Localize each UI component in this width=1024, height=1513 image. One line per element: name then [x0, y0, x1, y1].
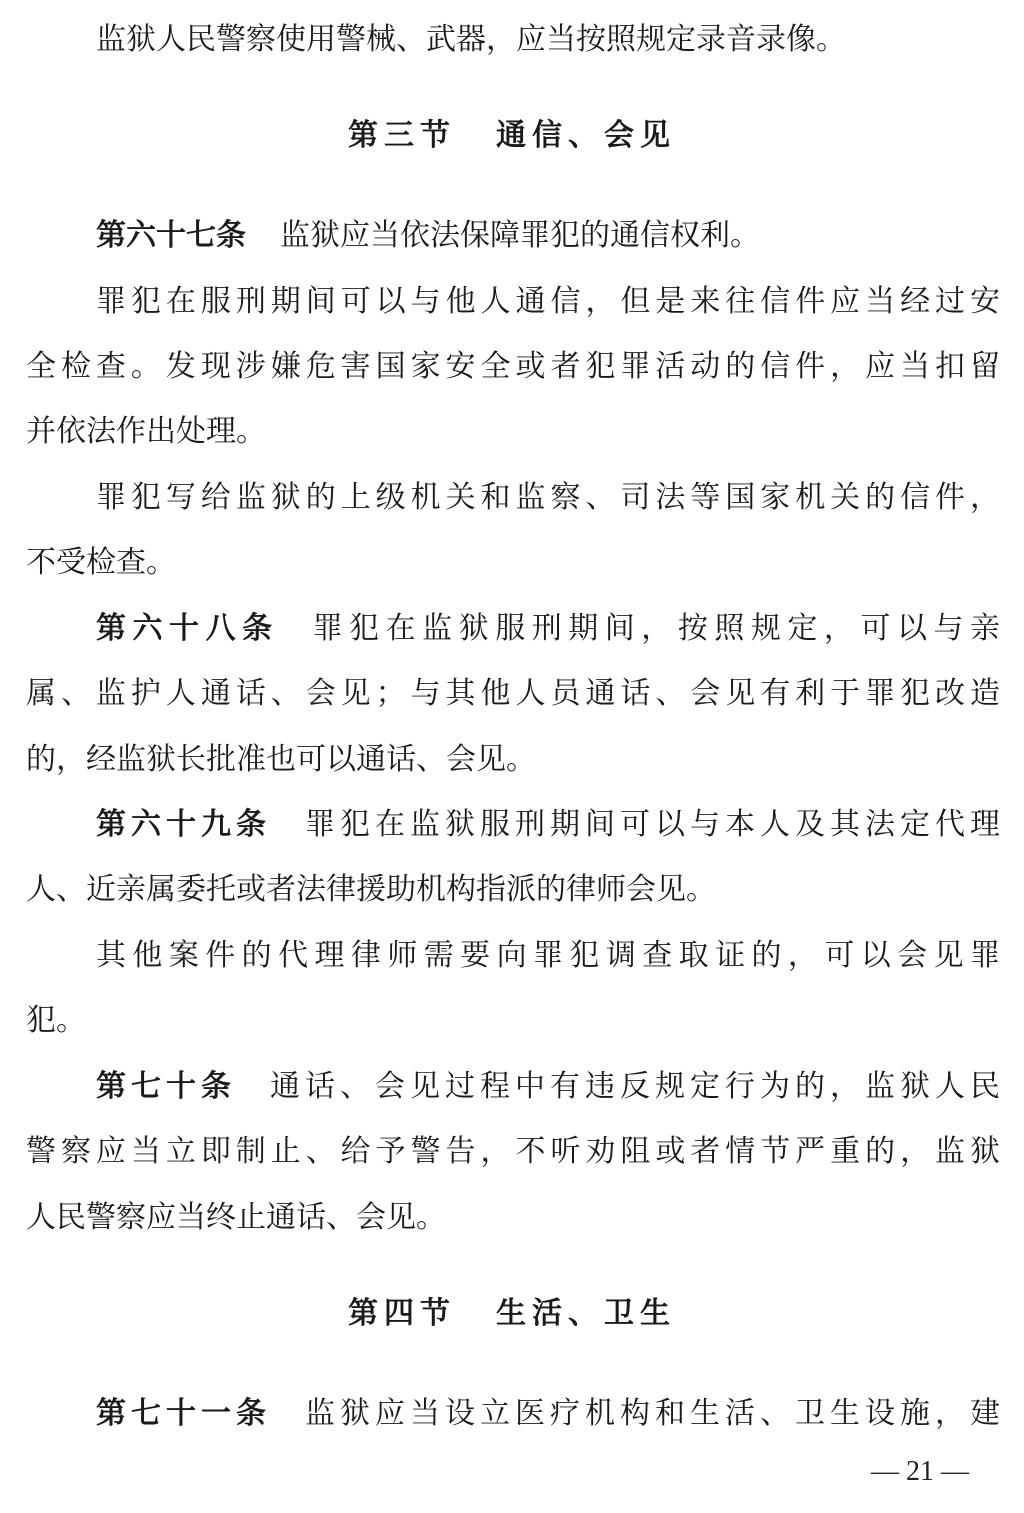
article-number: 第六十七条 [96, 218, 246, 253]
section-heading [0, 1290, 1024, 1338]
text-line: 人、近亲属委托或者法律援助机构指派的律师会见。 [26, 872, 716, 907]
article-paragraph [96, 801, 1000, 849]
article-number: 第七十条 [96, 1069, 236, 1104]
section-label: 第三节 [348, 118, 456, 153]
article-paragraph [96, 605, 1000, 653]
text-line: 的，经监狱长批准也可以通话、会见。 [26, 742, 536, 777]
text-line: 监狱人民警察使用警械、武器，应当按照规定录音录像。 [96, 22, 846, 57]
article-paragraph [96, 1063, 1000, 1111]
text-line: 犯。 [26, 1003, 86, 1038]
text-line: 属、监护人通话、会见；与其他人员通话、会见有利于罪犯改造 [26, 676, 1000, 711]
section-title: 生活、卫生 [496, 1296, 676, 1331]
section-title: 通信、会见 [496, 118, 676, 153]
article-text: 监狱应当设立医疗机构和生活、卫生设施，建 [305, 1396, 1000, 1431]
section-label: 第四节 [348, 1296, 456, 1331]
text-line: 警察应当立即制止、给予警告，不听劝阻或者情节严重的，监狱 [26, 1134, 1000, 1169]
article-number: 第七十一条 [96, 1396, 271, 1431]
article-text: 通话、会见过程中有违反规定行为的，监狱人民 [270, 1069, 1000, 1104]
article-paragraph [96, 212, 1000, 260]
article-paragraph [96, 1390, 1000, 1438]
article-number: 第六十八条 [96, 611, 279, 646]
article-text: 监狱应当依法保障罪犯的通信权利。 [280, 218, 760, 253]
article-text: 罪犯在监狱服刑期间，按照规定，可以与亲 [312, 611, 1000, 646]
article-number: 第六十九条 [96, 807, 271, 842]
article-text: 罪犯在监狱服刑期间可以与本人及其法定代理 [305, 807, 1000, 842]
page-number: — 21 — [871, 1456, 969, 1487]
text-line: 全检查。发现涉嫌危害国家安全或者犯罪活动的信件，应当扣留 [26, 349, 1000, 384]
text-line: 罪犯写给监狱的上级机关和监察、司法等国家机关的信件， [96, 480, 1000, 515]
text-line: 罪犯在服刑期间可以与他人通信，但是来往信件应当经过安 [96, 284, 1000, 319]
section-heading [0, 112, 1024, 160]
text-line: 人民警察应当终止通话、会见。 [26, 1200, 446, 1235]
text-line: 其他案件的代理律师需要向罪犯调查取证的，可以会见罪 [96, 938, 1000, 973]
text-line: 不受检查。 [26, 545, 176, 580]
text-line: 并依法作出处理。 [26, 414, 266, 449]
